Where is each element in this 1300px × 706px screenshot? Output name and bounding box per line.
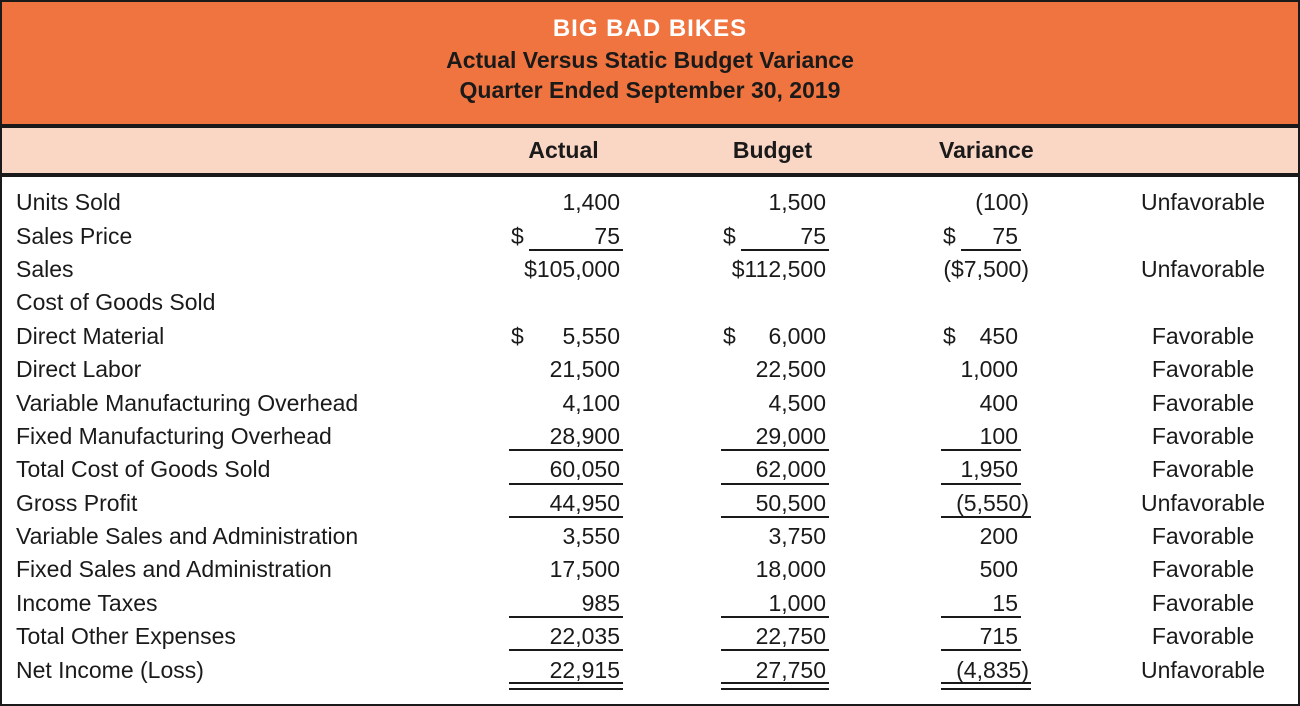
actual-amount [507, 553, 620, 586]
actual-value: 22,035 [549, 623, 620, 650]
actual-amount [507, 420, 620, 453]
actual-value: 17,500 [549, 556, 620, 583]
budget-value: 3,750 [768, 523, 826, 550]
column-header-actual: Actual [528, 137, 599, 163]
actual-amount [507, 219, 620, 252]
row-label: Income Taxes [16, 589, 158, 616]
row-label: Direct Material [16, 322, 165, 349]
favorability-status: Unfavorable [1140, 489, 1266, 516]
budget-amount [719, 320, 826, 353]
dollar-sign: $ [511, 222, 524, 249]
budget-value: 4,500 [768, 389, 826, 416]
variance-value: 715 [979, 623, 1018, 650]
table-row [2, 487, 1298, 520]
actual-amount [507, 353, 620, 386]
table-row [2, 320, 1298, 353]
report-period: Quarter Ended September 30, 2019 [459, 77, 841, 103]
row-label: Gross Profit [16, 489, 138, 516]
favorability-status: Favorable [1151, 322, 1255, 349]
actual-amount [507, 186, 620, 219]
variance-amount [939, 320, 1018, 353]
budget-value: 18,000 [755, 556, 826, 583]
variance-amount [939, 453, 1018, 486]
budget-amount [719, 286, 826, 319]
budget-value: 22,750 [755, 623, 826, 650]
favorability-status: Favorable [1151, 356, 1255, 383]
variance-value: 400 [979, 389, 1018, 416]
table-row [2, 653, 1298, 686]
variance-amount [939, 353, 1018, 386]
actual-value: $105,000 [524, 255, 620, 282]
table-row [2, 286, 1298, 319]
actual-value: 75 [594, 222, 620, 249]
actual-amount [507, 587, 620, 620]
variance-value: 500 [979, 556, 1018, 583]
row-label: Sales Price [16, 222, 133, 249]
budget-value: 1,000 [768, 589, 826, 616]
table-row [2, 386, 1298, 419]
variance-amount [939, 553, 1018, 586]
actual-value: 3,550 [562, 523, 620, 550]
actual-amount [507, 520, 620, 553]
variance-value: (4,835) [956, 656, 1029, 683]
row-label: Sales [16, 255, 74, 282]
variance-value: 450 [979, 322, 1018, 349]
table-row [2, 353, 1298, 386]
row-label: Cost of Goods Sold [16, 289, 216, 316]
variance-amount [939, 520, 1018, 553]
budget-amount [719, 253, 826, 286]
variance-value: ($7,500) [943, 255, 1029, 282]
favorability-status: Favorable [1151, 523, 1255, 550]
table-row [2, 553, 1298, 586]
variance-value: (5,550) [956, 489, 1029, 516]
variance-value: 100 [979, 422, 1018, 449]
budget-amount [719, 186, 826, 219]
dollar-sign: $ [943, 222, 956, 249]
actual-value: 1,400 [562, 189, 620, 216]
budget-value: 75 [800, 222, 826, 249]
table-row [2, 520, 1298, 553]
variance-amount [939, 386, 1018, 419]
actual-amount [507, 386, 620, 419]
dollar-sign: $ [723, 222, 736, 249]
table-row [2, 186, 1298, 219]
company-name: BIG BAD BIKES [552, 15, 748, 42]
actual-amount [507, 620, 620, 653]
budget-value: 27,750 [755, 656, 826, 683]
favorability-status: Unfavorable [1140, 189, 1266, 216]
row-label: Variable Manufacturing Overhead [16, 389, 359, 416]
row-label: Net Income (Loss) [16, 656, 204, 683]
actual-value: 60,050 [549, 456, 620, 483]
actual-value: 5,550 [562, 322, 620, 349]
table-row [2, 453, 1298, 486]
favorability-status: Favorable [1151, 556, 1255, 583]
actual-value: 985 [581, 589, 620, 616]
favorability-status: Favorable [1151, 389, 1255, 416]
actual-value: 21,500 [549, 356, 620, 383]
actual-amount [507, 320, 620, 353]
variance-amount [939, 420, 1018, 453]
actual-amount [507, 253, 620, 286]
actual-value: 22,915 [549, 656, 620, 683]
report-title: Actual Versus Static Budget Variance [446, 47, 854, 73]
row-label: Direct Labor [16, 356, 142, 383]
budget-amount [719, 520, 826, 553]
budget-value: 1,500 [768, 189, 826, 216]
variance-amount [939, 653, 1029, 686]
budget-value: 50,500 [755, 489, 826, 516]
variance-value: 75 [992, 222, 1018, 249]
table-row [2, 420, 1298, 453]
favorability-status: Unfavorable [1140, 255, 1266, 282]
actual-amount [507, 286, 620, 319]
budget-amount [719, 587, 826, 620]
row-label: Fixed Manufacturing Overhead [16, 422, 332, 449]
budget-amount [719, 620, 826, 653]
row-label: Total Cost of Goods Sold [16, 456, 271, 483]
variance-value: 1,000 [960, 356, 1018, 383]
row-label: Units Sold [16, 189, 121, 216]
budget-value: 6,000 [768, 322, 826, 349]
variance-amount [939, 253, 1029, 286]
favorability-status: Favorable [1151, 623, 1255, 650]
table-row [2, 219, 1298, 252]
actual-amount [507, 653, 620, 686]
actual-amount [507, 487, 620, 520]
column-header-variance: Variance [939, 137, 1034, 163]
table-row [2, 253, 1298, 286]
budget-amount [719, 453, 826, 486]
actual-value: 44,950 [549, 489, 620, 516]
dollar-sign: $ [723, 322, 736, 349]
variance-amount [939, 219, 1018, 252]
report-body [2, 177, 1298, 687]
table-row [2, 587, 1298, 620]
budget-amount [719, 487, 826, 520]
variance-amount [939, 620, 1018, 653]
budget-value: 62,000 [755, 456, 826, 483]
dollar-sign: $ [511, 322, 524, 349]
budget-value: 29,000 [755, 422, 826, 449]
column-header-row [2, 128, 1298, 177]
favorability-status: Favorable [1151, 589, 1255, 616]
actual-amount [507, 453, 620, 486]
favorability-status: Favorable [1151, 422, 1255, 449]
budget-amount [719, 420, 826, 453]
budget-value: $112,500 [731, 255, 826, 282]
variance-value: 15 [992, 589, 1018, 616]
actual-value: 28,900 [549, 422, 620, 449]
variance-amount [939, 487, 1029, 520]
actual-value: 4,100 [562, 389, 620, 416]
table-row [2, 620, 1298, 653]
variance-amount [939, 286, 1018, 319]
favorability-status: Unfavorable [1140, 656, 1266, 683]
row-label: Total Other Expenses [16, 623, 236, 650]
variance-amount [939, 186, 1029, 219]
variance-amount [939, 587, 1018, 620]
row-label: Fixed Sales and Administration [16, 556, 332, 583]
budget-amount [719, 553, 826, 586]
row-label: Variable Sales and Administration [16, 523, 359, 550]
budget-amount [719, 386, 826, 419]
variance-value: 200 [979, 523, 1018, 550]
budget-amount [719, 653, 826, 686]
column-header-budget: Budget [732, 137, 813, 163]
favorability-status: Favorable [1151, 456, 1255, 483]
dollar-sign: $ [943, 322, 956, 349]
budget-amount [719, 219, 826, 252]
budget-amount [719, 353, 826, 386]
budget-value: 22,500 [755, 356, 826, 383]
variance-value: 1,950 [960, 456, 1018, 483]
variance-value: (100) [975, 189, 1029, 216]
report-title-band [2, 2, 1298, 128]
